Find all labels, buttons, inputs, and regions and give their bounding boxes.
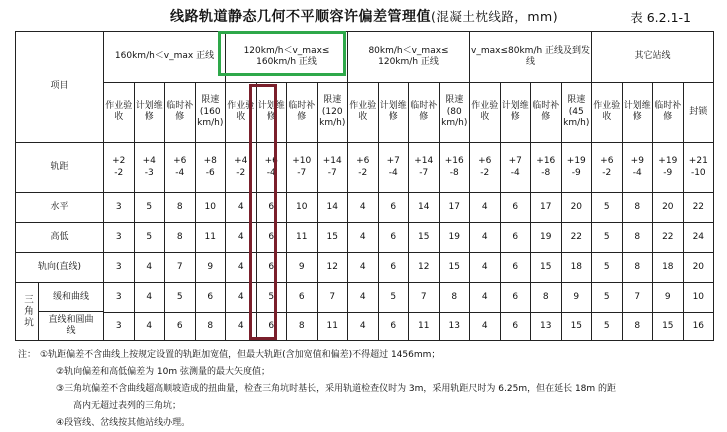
- cell-value: 15: [317, 223, 348, 253]
- cell-upper: +21: [688, 156, 708, 167]
- highlight-box-column: [249, 84, 277, 340]
- cell-value: [470, 142, 501, 193]
- cell-value: 14: [317, 193, 348, 223]
- cell-value: 8: [165, 193, 196, 223]
- cell-value: 11: [409, 313, 440, 341]
- note-3: ③三角坑偏差不含曲线超高顺坡造成的扭曲量，检查三角坑时基长，采用轨道检查仪时为 3m，采用轨距尺时为 6.25m，但在延长 18m 的距: [56, 384, 617, 394]
- cell-value: 8: [622, 223, 653, 253]
- cell-value: [287, 142, 318, 193]
- cell-value: 10: [683, 283, 714, 313]
- header-subcol: 计划维修: [622, 82, 653, 142]
- cell-upper: +16: [444, 156, 464, 167]
- twist-label: 三角坑: [16, 283, 39, 340]
- cell-upper: +2: [112, 156, 126, 167]
- cell-value: [134, 142, 165, 193]
- cell-value: 4: [348, 253, 379, 283]
- cell-lower: -2: [114, 167, 124, 178]
- cell-value: 11: [317, 313, 348, 341]
- cell-value: 4: [134, 253, 165, 283]
- cell-value: 5: [256, 283, 287, 313]
- cell-value: 4: [226, 283, 257, 313]
- cell-value: 5: [134, 193, 165, 223]
- cell-upper: +16: [536, 156, 556, 167]
- cell-value: 24: [683, 223, 714, 253]
- cell-value: [592, 142, 623, 193]
- cell-upper: +19: [658, 156, 678, 167]
- cell-value: 3: [104, 223, 135, 253]
- cell-value: [683, 142, 714, 193]
- cell-lower: -8: [449, 167, 459, 178]
- cell-value: 6: [256, 313, 287, 341]
- cell-value: 6: [500, 253, 531, 283]
- cell-value: [317, 142, 348, 193]
- cell-value: [195, 142, 226, 193]
- cell-lower: -7: [419, 167, 429, 178]
- cell-value: 9: [287, 253, 318, 283]
- row-label: 缓和曲线: [39, 283, 103, 312]
- cell-value: 16: [683, 313, 714, 341]
- cell-value: 15: [653, 313, 684, 341]
- cell-value: 22: [561, 223, 592, 253]
- header-subcol: 作业验收: [104, 82, 135, 142]
- twist-group-label: [16, 283, 104, 341]
- cell-value: 12: [409, 253, 440, 283]
- cell-value: 20: [653, 193, 684, 223]
- cell-value: 6: [500, 193, 531, 223]
- cell-upper: +10: [292, 156, 312, 167]
- cell-value: 18: [561, 253, 592, 283]
- title-sub: (混凝土枕线路，mm): [431, 9, 559, 24]
- cell-value: 13: [439, 313, 470, 341]
- cell-value: 4: [348, 283, 379, 313]
- table-title: [0, 6, 727, 28]
- notes-prefix: 注：: [18, 350, 37, 360]
- cell-value: 18: [653, 253, 684, 283]
- cell-lower: -3: [144, 167, 154, 178]
- cell-value: 6: [256, 223, 287, 253]
- cell-value: 3: [104, 193, 135, 223]
- header-subcol: 作业验收: [592, 82, 623, 142]
- cell-lower: -7: [297, 167, 307, 178]
- cell-lower: -10: [690, 167, 706, 178]
- cell-value: 4: [134, 313, 165, 341]
- cell-upper: +6: [600, 156, 614, 167]
- cell-value: 17: [531, 193, 562, 223]
- header-subcol: 封锁: [683, 82, 714, 142]
- cell-value: 4: [348, 193, 379, 223]
- cell-upper: +4: [142, 156, 156, 167]
- cell-value: 6: [378, 313, 409, 341]
- cell-value: 22: [683, 193, 714, 223]
- cell-value: 10: [287, 193, 318, 223]
- cell-upper: +6: [356, 156, 370, 167]
- header-subcol: 临时补修: [165, 82, 196, 142]
- cell-value: 9: [195, 253, 226, 283]
- cell-value: 7: [409, 283, 440, 313]
- cell-value: 19: [531, 223, 562, 253]
- cell-value: [378, 142, 409, 193]
- cell-value: 22: [653, 223, 684, 253]
- cell-value: 4: [226, 253, 257, 283]
- cell-upper: +14: [322, 156, 342, 167]
- cell-upper: +6: [173, 156, 187, 167]
- header-speed-group: 其它站线: [592, 32, 714, 83]
- cell-upper: +19: [566, 156, 586, 167]
- note-4: ④段管线、岔线按其他站线办理。: [56, 418, 191, 428]
- cell-value: 14: [409, 193, 440, 223]
- header-speed-group: 160km/h＜v_max 正线: [104, 32, 226, 83]
- cell-value: 4: [470, 223, 501, 253]
- cell-value: 8: [622, 193, 653, 223]
- cell-value: 4: [226, 223, 257, 253]
- cell-lower: -2: [358, 167, 368, 178]
- note-3-cont: 高内无超过表列的三角坑；: [73, 401, 182, 411]
- cell-value: 6: [195, 283, 226, 313]
- cell-value: 8: [622, 253, 653, 283]
- cell-value: [653, 142, 684, 193]
- cell-value: 5: [165, 283, 196, 313]
- header-subcol: 计划维修: [378, 82, 409, 142]
- row-label: 轨距: [16, 142, 104, 193]
- cell-upper: +7: [386, 156, 400, 167]
- cell-upper: +6: [478, 156, 492, 167]
- cell-value: [561, 142, 592, 193]
- cell-upper: +9: [630, 156, 644, 167]
- highlight-box-speed-group: [218, 31, 346, 76]
- header-subcol: 限速(80 km/h): [439, 82, 470, 142]
- cell-upper: +8: [203, 156, 217, 167]
- cell-value: 5: [378, 283, 409, 313]
- cell-value: 5: [592, 223, 623, 253]
- title-main: 线路轨道静态几何不平顺容许偏差管理值(混凝土枕线路，mm): [170, 9, 559, 25]
- header-subcol: 计划维修: [134, 82, 165, 142]
- cell-value: 4: [348, 313, 379, 341]
- cell-upper: +7: [508, 156, 522, 167]
- cell-lower: -9: [571, 167, 581, 178]
- cell-value: [439, 142, 470, 193]
- header-subcol: 计划维修: [500, 82, 531, 142]
- cell-value: [409, 142, 440, 193]
- header-speed-group: 120km/h＜v_max≤ 160km/h 正线: [226, 32, 348, 83]
- header-subcol: 临时补修: [531, 82, 562, 142]
- note-1: ①轨距偏差不含曲线上按规定设置的轨距加宽值，但最大轨距(含加宽值和偏差)不得超过 1456mm；: [40, 350, 441, 360]
- row-label: 高低: [16, 223, 104, 253]
- row-label: 直线和圆曲线: [48, 314, 94, 337]
- cell-value: 6: [378, 193, 409, 223]
- row-label: 水平: [16, 193, 104, 223]
- cell-lower: -2: [480, 167, 490, 178]
- cell-value: 4: [226, 313, 257, 341]
- tolerance-table: [15, 31, 714, 341]
- header-subcol: 限速(160 km/h): [195, 82, 226, 142]
- cell-value: 6: [165, 313, 196, 341]
- cell-value: 5: [134, 223, 165, 253]
- cell-value: 5: [592, 283, 623, 313]
- cell-lower: -4: [632, 167, 642, 178]
- cell-value: [165, 142, 196, 193]
- cell-value: 6: [500, 283, 531, 313]
- cell-lower: -2: [602, 167, 612, 178]
- table-number: 表 6.2.1-1: [630, 10, 691, 25]
- cell-value: 7: [317, 283, 348, 313]
- cell-value: 4: [470, 253, 501, 283]
- cell-value: 3: [104, 313, 135, 341]
- cell-value: 15: [409, 223, 440, 253]
- cell-value: 4: [226, 193, 257, 223]
- header-subcol: 临时补修: [409, 82, 440, 142]
- cell-value: 11: [195, 223, 226, 253]
- cell-value: [500, 142, 531, 193]
- cell-value: 7: [622, 283, 653, 313]
- header-subcol: 作业验收: [226, 82, 257, 142]
- header-item: 项目: [16, 32, 104, 143]
- header-subcol: 作业验收: [470, 82, 501, 142]
- cell-value: 4: [470, 313, 501, 341]
- cell-value: 13: [531, 313, 562, 341]
- cell-value: 3: [104, 253, 135, 283]
- cell-value: [104, 142, 135, 193]
- header-subcol: 计划维修: [256, 82, 287, 142]
- cell-value: 4: [470, 283, 501, 313]
- cell-value: 20: [561, 193, 592, 223]
- header-subcol: 临时补修: [287, 82, 318, 142]
- cell-value: 8: [165, 223, 196, 253]
- header-subcol: 作业验收: [348, 82, 379, 142]
- cell-value: 15: [531, 253, 562, 283]
- cell-upper: +4: [234, 156, 248, 167]
- cell-lower: -4: [266, 167, 276, 178]
- cell-lower: -2: [236, 167, 246, 178]
- cell-value: 5: [592, 253, 623, 283]
- cell-value: 6: [287, 283, 318, 313]
- cell-value: 7: [165, 253, 196, 283]
- cell-value: 6: [256, 253, 287, 283]
- cell-value: [531, 142, 562, 193]
- cell-value: 4: [348, 223, 379, 253]
- note-2: ②轨向偏差和高低偏差为 10m 弦测量的最大矢度值；: [56, 367, 271, 377]
- row-label: 轨向(直线): [16, 253, 104, 283]
- cell-lower: -4: [175, 167, 185, 178]
- cell-upper: +6: [264, 156, 278, 167]
- cell-value: 15: [561, 313, 592, 341]
- notes: [18, 347, 718, 432]
- cell-value: 5: [592, 313, 623, 341]
- cell-value: 3: [104, 283, 135, 313]
- cell-value: 12: [317, 253, 348, 283]
- cell-lower: -7: [327, 167, 337, 178]
- cell-upper: +14: [414, 156, 434, 167]
- cell-lower: -6: [205, 167, 215, 178]
- header-speed-group: v_max≤80km/h 正线及到发线: [470, 32, 592, 83]
- header-subcol: 临时补修: [653, 82, 684, 142]
- header-subcol: 限速(45 km/h): [561, 82, 592, 142]
- cell-lower: -8: [541, 167, 551, 178]
- cell-value: 10: [195, 193, 226, 223]
- cell-value: 19: [439, 223, 470, 253]
- cell-value: 8: [287, 313, 318, 341]
- cell-value: 15: [439, 253, 470, 283]
- cell-value: 8: [195, 313, 226, 341]
- cell-value: 6: [378, 223, 409, 253]
- cell-value: 4: [470, 193, 501, 223]
- cell-value: 6: [256, 193, 287, 223]
- cell-value: 9: [653, 283, 684, 313]
- cell-value: 20: [683, 253, 714, 283]
- cell-value: 6: [378, 253, 409, 283]
- cell-value: 8: [622, 313, 653, 341]
- cell-lower: -4: [510, 167, 520, 178]
- header-speed-group: 80km/h＜v_max≤ 120km/h 正线: [348, 32, 470, 83]
- cell-value: 8: [439, 283, 470, 313]
- cell-value: 6: [500, 223, 531, 253]
- cell-value: 9: [561, 283, 592, 313]
- cell-value: 11: [287, 223, 318, 253]
- cell-value: 6: [500, 313, 531, 341]
- cell-value: [348, 142, 379, 193]
- header-subcol: 限速(120 km/h): [317, 82, 348, 142]
- cell-value: 4: [134, 283, 165, 313]
- cell-value: 5: [592, 193, 623, 223]
- cell-value: 8: [531, 283, 562, 313]
- cell-value: [622, 142, 653, 193]
- cell-lower: -4: [388, 167, 398, 178]
- cell-lower: -9: [663, 167, 673, 178]
- cell-value: 17: [439, 193, 470, 223]
